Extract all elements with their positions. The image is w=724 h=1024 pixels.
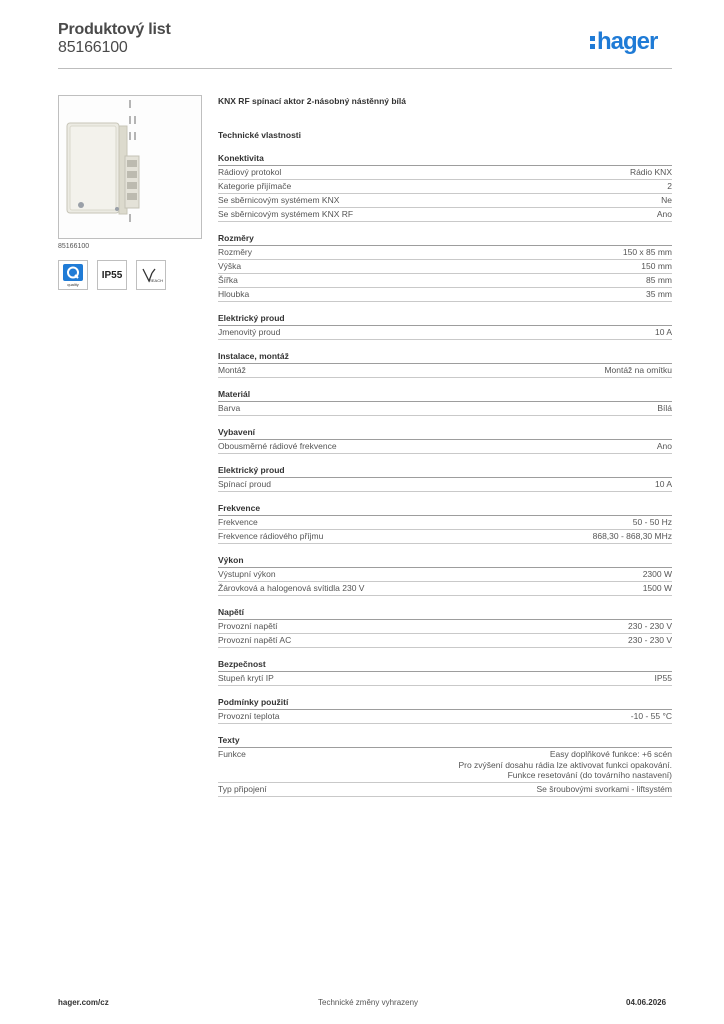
spec-row [218,568,672,582]
spec-value [657,209,672,220]
certification-badges [58,260,166,290]
spec-value [643,583,672,594]
spec-value-line: 10 A [654,327,672,337]
spec-row [218,478,672,492]
spec-value [655,479,672,490]
page-title: Produktový list [58,21,171,38]
spec-row [218,326,672,340]
spec-row [218,288,672,302]
spec-value [646,289,672,300]
spec-label: Provozní teplota [218,711,280,721]
spec-value [655,327,672,338]
spec-value-line: 35 mm [646,289,672,299]
footer-website: hager.com/cz [58,998,109,1007]
spec-group [218,350,672,378]
spec-row [218,440,672,454]
spec-row [218,783,672,797]
spec-value-line: 230 - 230 V [628,621,672,631]
spec-label: Provozní napětí AC [218,635,292,645]
footer-date: 04.06.2026 [626,998,667,1007]
spec-label: Rozměry [218,247,253,257]
spec-value-line: Easy doplňkové funkce: +6 scén [549,749,672,759]
spec-group-title: Frekvence [218,502,672,516]
spec-label: Spínací proud [218,479,271,489]
spec-value [628,635,672,646]
spec-value-line: 85 mm [646,275,672,285]
spec-group-title: Konektivita [218,152,672,166]
spec-row [218,180,672,194]
spec-group [218,388,672,416]
spec-group [218,696,672,724]
spec-row [218,516,672,530]
spec-group-title: Materiál [218,388,672,402]
spec-row [218,582,672,596]
spec-group [218,502,672,544]
specification-table [218,152,672,807]
spec-label: Funkce [218,749,246,759]
spec-value [593,531,672,542]
spec-group-title: Instalace, montáž [218,350,672,364]
spec-value [657,403,672,414]
ip55-badge [97,260,127,290]
spec-label: Frekvence rádiového příjmu [218,531,324,541]
image-caption: 85166100 [58,243,90,250]
spec-row [218,748,672,783]
svg-text:hager: hager [597,28,658,55]
spec-value-line: 2300 W [642,569,672,579]
spec-label: Stupeň krytí IP [218,673,274,683]
spec-label: Jmenovitý proud [218,327,281,337]
spec-row [218,260,672,274]
spec-label: Typ připojení [218,783,267,794]
spec-value-line: 50 - 50 Hz [632,517,672,527]
spec-label: Provozní napětí [218,621,278,631]
quality-q-badge-icon [61,263,85,287]
spec-row [218,194,672,208]
spec-value-line: 868,30 - 868,30 MHz [592,531,672,541]
spec-label: Rádiový protokol [218,167,282,177]
spec-row [218,710,672,724]
spec-label: Šířka [218,275,238,285]
spec-value [623,247,672,258]
spec-value [646,275,672,286]
spec-row [218,402,672,416]
ip55-badge-label: IP55 [101,269,123,281]
spec-group [218,734,672,797]
spec-value [633,517,672,528]
spec-value-line: Ne [661,195,672,205]
reach-compliance-icon [139,263,163,287]
spec-group-title: Výkon [218,554,672,568]
spec-label: Frekvence [218,517,258,527]
spec-value-line: Bílá [657,403,672,413]
spec-value-line: IP55 [654,673,672,683]
spec-group-title: Texty [218,734,672,748]
spec-row [218,364,672,378]
product-image [58,95,202,239]
spec-row [218,208,672,222]
spec-value-line: Se šroubovými svorkami - liftsystém [536,783,672,794]
spec-value-line: Montáž na omítku [604,365,672,375]
spec-value [631,711,672,722]
spec-value [643,569,672,580]
spec-group [218,152,672,222]
spec-row [218,530,672,544]
spec-value-line: 150 mm [641,261,672,271]
spec-group [218,658,672,686]
spec-row [218,274,672,288]
spec-value-line: 1500 W [642,583,672,593]
spec-value [661,195,672,206]
spec-label: Výška [218,261,242,271]
spec-group-title: Elektrický proud [218,464,672,478]
spec-value-line: 150 x 85 mm [622,247,672,257]
spec-group [218,554,672,596]
spec-value-line: -10 - 55 °C [630,711,672,721]
svg-text:REACH: REACH [148,278,163,283]
spec-group [218,426,672,454]
spec-value-line: Funkce resetování (do továrního nastavení) [507,770,672,780]
spec-group [218,464,672,492]
spec-group-title: Rozměry [218,232,672,246]
product-photo-illustration [59,96,201,238]
spec-group [218,312,672,340]
spec-value-line: Ano [656,209,672,219]
spec-row [218,620,672,634]
spec-row [218,166,672,180]
spec-value [641,261,672,272]
spec-value [536,784,672,795]
hager-logo [590,27,676,57]
spec-label: Kategorie přijímače [218,181,292,191]
spec-label: Montáž [218,365,246,375]
spec-label: Barva [218,403,241,413]
spec-label: Obousměrné rádiové frekvence [218,441,337,451]
reach-badge [136,260,166,290]
product-name: KNX RF spínací aktor 2-násobný nástěnný bílá [218,96,406,106]
spec-label: Hloubka [218,289,250,299]
spec-row [218,634,672,648]
spec-value [657,441,672,452]
spec-value [628,621,672,632]
spec-group-title: Vybavení [218,426,672,440]
spec-group-title: Podmínky použití [218,696,672,710]
spec-value [458,749,672,781]
footer-notice: Technické změny vyhrazeny [318,998,419,1007]
spec-group-title: Elektrický proud [218,312,672,326]
spec-value [667,181,672,192]
spec-group [218,606,672,648]
svg-text:quality: quality [67,282,79,287]
spec-value-line: 10 A [654,479,672,489]
spec-value-line: 2 [667,181,672,191]
spec-value-line: Pro zvýšení dosahu rádia lze aktivovat funkci opakování. [458,759,672,770]
product-number: 85166100 [58,39,128,56]
spec-label: Se sběrnicovým systémem KNX [218,195,340,205]
spec-label: Žárovková a halogenová svítidla 230 V [218,583,365,593]
spec-value [630,167,672,178]
spec-group-title: Bezpečnost [218,658,672,672]
spec-value [604,365,672,376]
spec-value [655,673,673,684]
spec-value-line: Ano [656,441,672,451]
spec-label: Se sběrnicovým systémem KNX RF [218,209,354,219]
spec-value-line: 230 - 230 V [628,635,672,645]
header-divider [58,68,672,69]
spec-group [218,232,672,302]
spec-value-line: Rádio KNX [629,167,672,177]
spec-group-title: Napětí [218,606,672,620]
section-heading: Technické vlastnosti [218,130,301,140]
spec-row [218,672,672,686]
spec-row [218,246,672,260]
quality-badge [58,260,88,290]
spec-label: Výstupní výkon [218,569,276,579]
